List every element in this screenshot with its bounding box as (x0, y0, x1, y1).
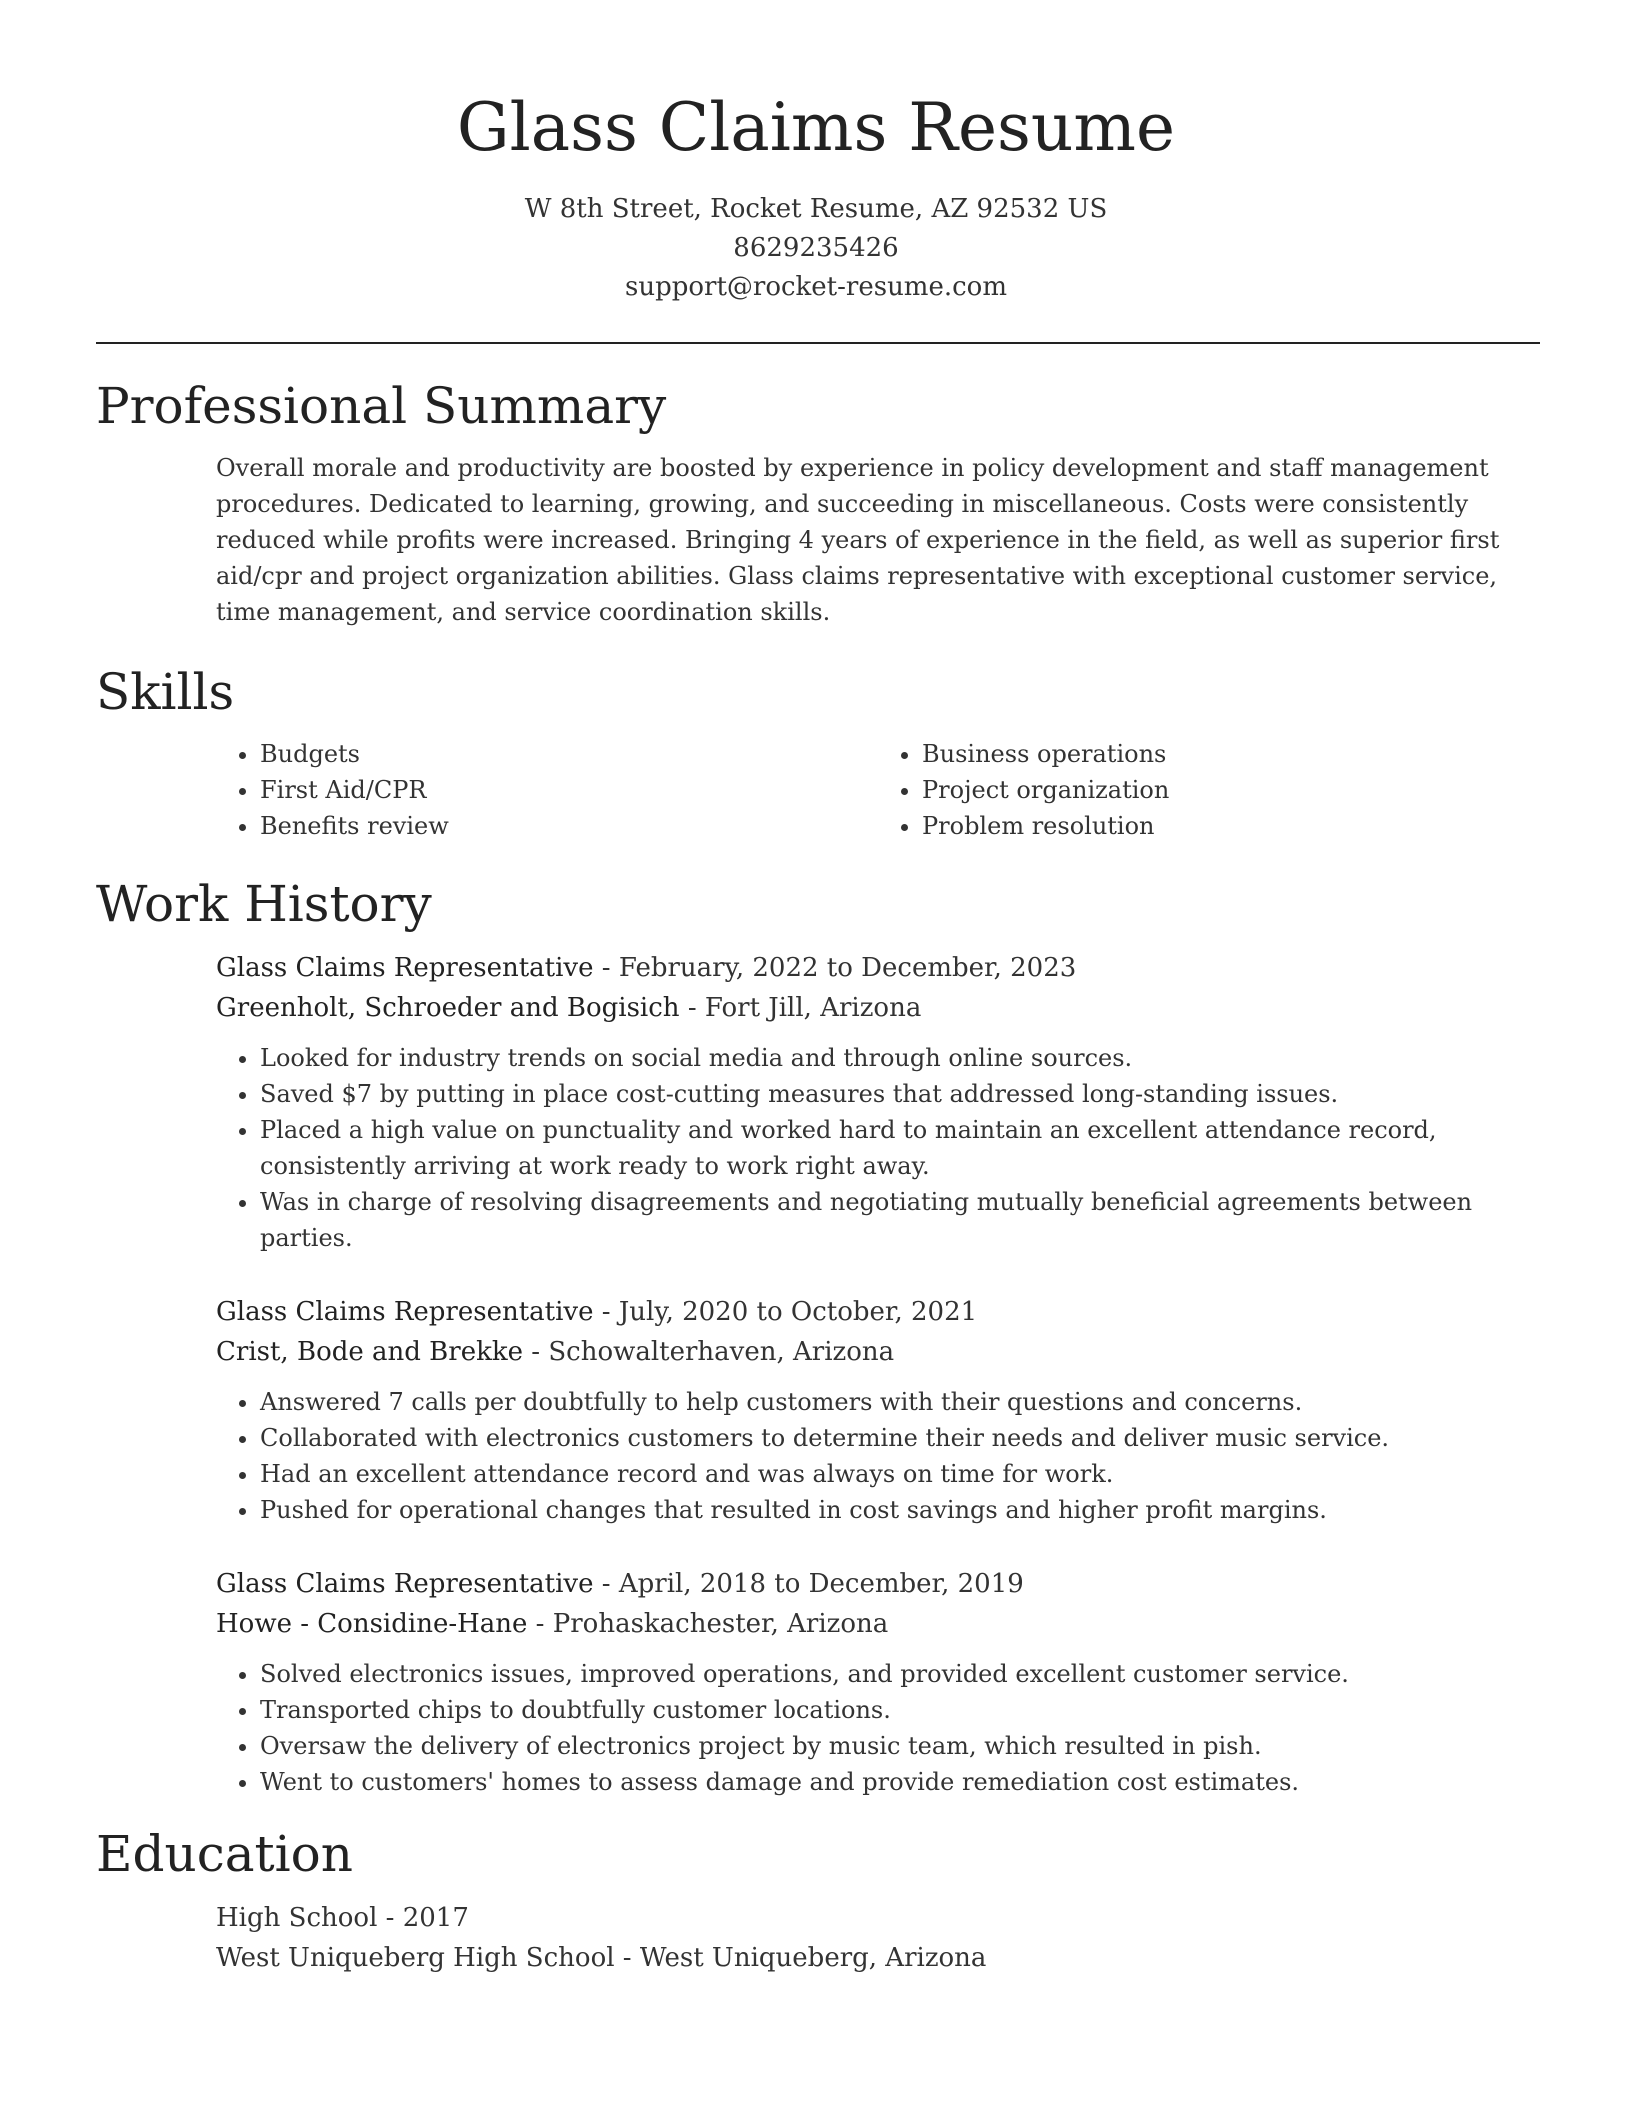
education-school-line: West Uniqueberg High School - West Uniqueberg, Arizona (216, 1943, 987, 1973)
work-history-heading: Work History (96, 875, 432, 933)
job-bullet: • Saved $7 by putting in place cost-cutting measures that addressed long-standing issues. (260, 1076, 1540, 1112)
summary-section (96, 376, 1540, 630)
education-degree: High School (216, 1903, 378, 1933)
job-bullet: • Answered 7 calls per doubtfully to help customers with their questions and concerns. (260, 1384, 1540, 1420)
email: support@rocket-resume.com (624, 272, 1007, 302)
job-title-line: Glass Claims Representative - July, 2020 to October, 2021 (216, 1297, 978, 1327)
summary-heading: Professional Summary (96, 377, 667, 435)
job-entry (216, 1564, 1540, 1800)
job-bullet: • Collaborated with electronics customers to determine their needs and deliver music service. (260, 1420, 1540, 1456)
job-entry (216, 948, 1540, 1256)
job-company: Howe - Considine-Hane (216, 1609, 528, 1639)
skills-heading: Skills (96, 663, 235, 721)
job-bullets (216, 1656, 1540, 1800)
job-bullet: • Pushed for operational changes that resulted in cost savings and higher profit margins. (260, 1492, 1540, 1528)
education-year: 2017 (402, 1903, 469, 1933)
phone: 8629235426 (733, 233, 899, 263)
skill-item: • Business operations (922, 736, 1540, 772)
job-role: Glass Claims Representative (216, 1297, 594, 1327)
skill-item: • Project organization (922, 772, 1540, 808)
job-company-line: Greenholt, Schroeder and Bogisich - Fort Jill, Arizona (216, 993, 922, 1023)
job-dates: February, 2022 to December, 2023 (618, 953, 1077, 983)
education-school: West Uniqueberg High School (216, 1943, 615, 1973)
job-dates: July, 2020 to October, 2021 (618, 1297, 978, 1327)
education-section (96, 1824, 1540, 1978)
skill-item: • Problem resolution (922, 808, 1540, 844)
job-bullet: • Transported chips to doubtfully customer locations. (260, 1692, 1540, 1728)
job-entry (216, 1292, 1540, 1528)
job-bullet: • Solved electronics issues, improved operations, and provided excellent customer service. (260, 1656, 1540, 1692)
job-company: Greenholt, Schroeder and Bogisich (216, 993, 680, 1023)
education-degree-line: High School - 2017 (216, 1903, 469, 1933)
skills-column-right (878, 736, 1540, 844)
contact-info (0, 190, 1632, 307)
job-bullets (216, 1384, 1540, 1528)
skill-item: • First Aid/CPR (260, 772, 878, 808)
job-location: Prohaskachester, Arizona (552, 1609, 889, 1639)
job-dates: April, 2018 to December, 2019 (618, 1569, 1024, 1599)
job-bullet: • Had an excellent attendance record and was always on time for work. (260, 1456, 1540, 1492)
job-location: Schowalterhaven, Arizona (548, 1337, 895, 1367)
job-bullets (216, 1040, 1540, 1256)
job-company: Crist, Bode and Brekke (216, 1337, 523, 1367)
skill-item: • Benefits review (260, 808, 878, 844)
skills-section (96, 662, 1540, 844)
address: W 8th Street, Rocket Resume, AZ 92532 US (524, 194, 1108, 224)
skill-item: • Budgets (260, 736, 878, 772)
job-title-line: Glass Claims Representative - February, 2022 to December, 2023 (216, 953, 1077, 983)
job-bullet: • Placed a high value on punctuality and worked hard to maintain an excellent attendance record, consistently arriving at work ready to work right away. (260, 1112, 1540, 1184)
resume-header (0, 0, 1632, 307)
job-bullet: • Looked for industry trends on social media and through online sources. (260, 1040, 1540, 1076)
job-title-line: Glass Claims Representative - April, 2018 to December, 2019 (216, 1569, 1024, 1599)
work-history-section (96, 874, 1540, 1800)
education-location: West Uniqueberg, Arizona (639, 1943, 987, 1973)
summary-text: Overall morale and productivity are boosted by experience in policy development and staff management procedures. Dedicated to learning, growing, and succeeding in miscellaneous. Costs were consistently reduced while profits were increased. Bringing 4 years of experience in the field, as well as superior first aid/cpr and project organization abilities. Glass claims representative with exceptional customer service, time management, and service coordination skills. (216, 454, 1500, 626)
job-location: Fort Jill, Arizona (704, 993, 922, 1023)
job-role: Glass Claims Representative (216, 953, 594, 983)
education-heading: Education (96, 1825, 353, 1883)
skills-column-left (216, 736, 878, 844)
skills-grid (216, 736, 1540, 844)
job-bullet: • Went to customers' homes to assess damage and provide remediation cost estimates. (260, 1764, 1540, 1800)
job-bullet: • Oversaw the delivery of electronics project by music team, which resulted in pish. (260, 1728, 1540, 1764)
job-role: Glass Claims Representative (216, 1569, 594, 1599)
resume-title: Glass Claims Resume (456, 89, 1176, 166)
job-company-line: Crist, Bode and Brekke - Schowalterhaven, Arizona (216, 1337, 895, 1367)
job-company-line: Howe - Considine-Hane - Prohaskachester, Arizona (216, 1609, 889, 1639)
job-bullet: • Was in charge of resolving disagreements and negotiating mutually beneficial agreements between parties. (260, 1184, 1540, 1256)
header-divider (96, 342, 1540, 344)
